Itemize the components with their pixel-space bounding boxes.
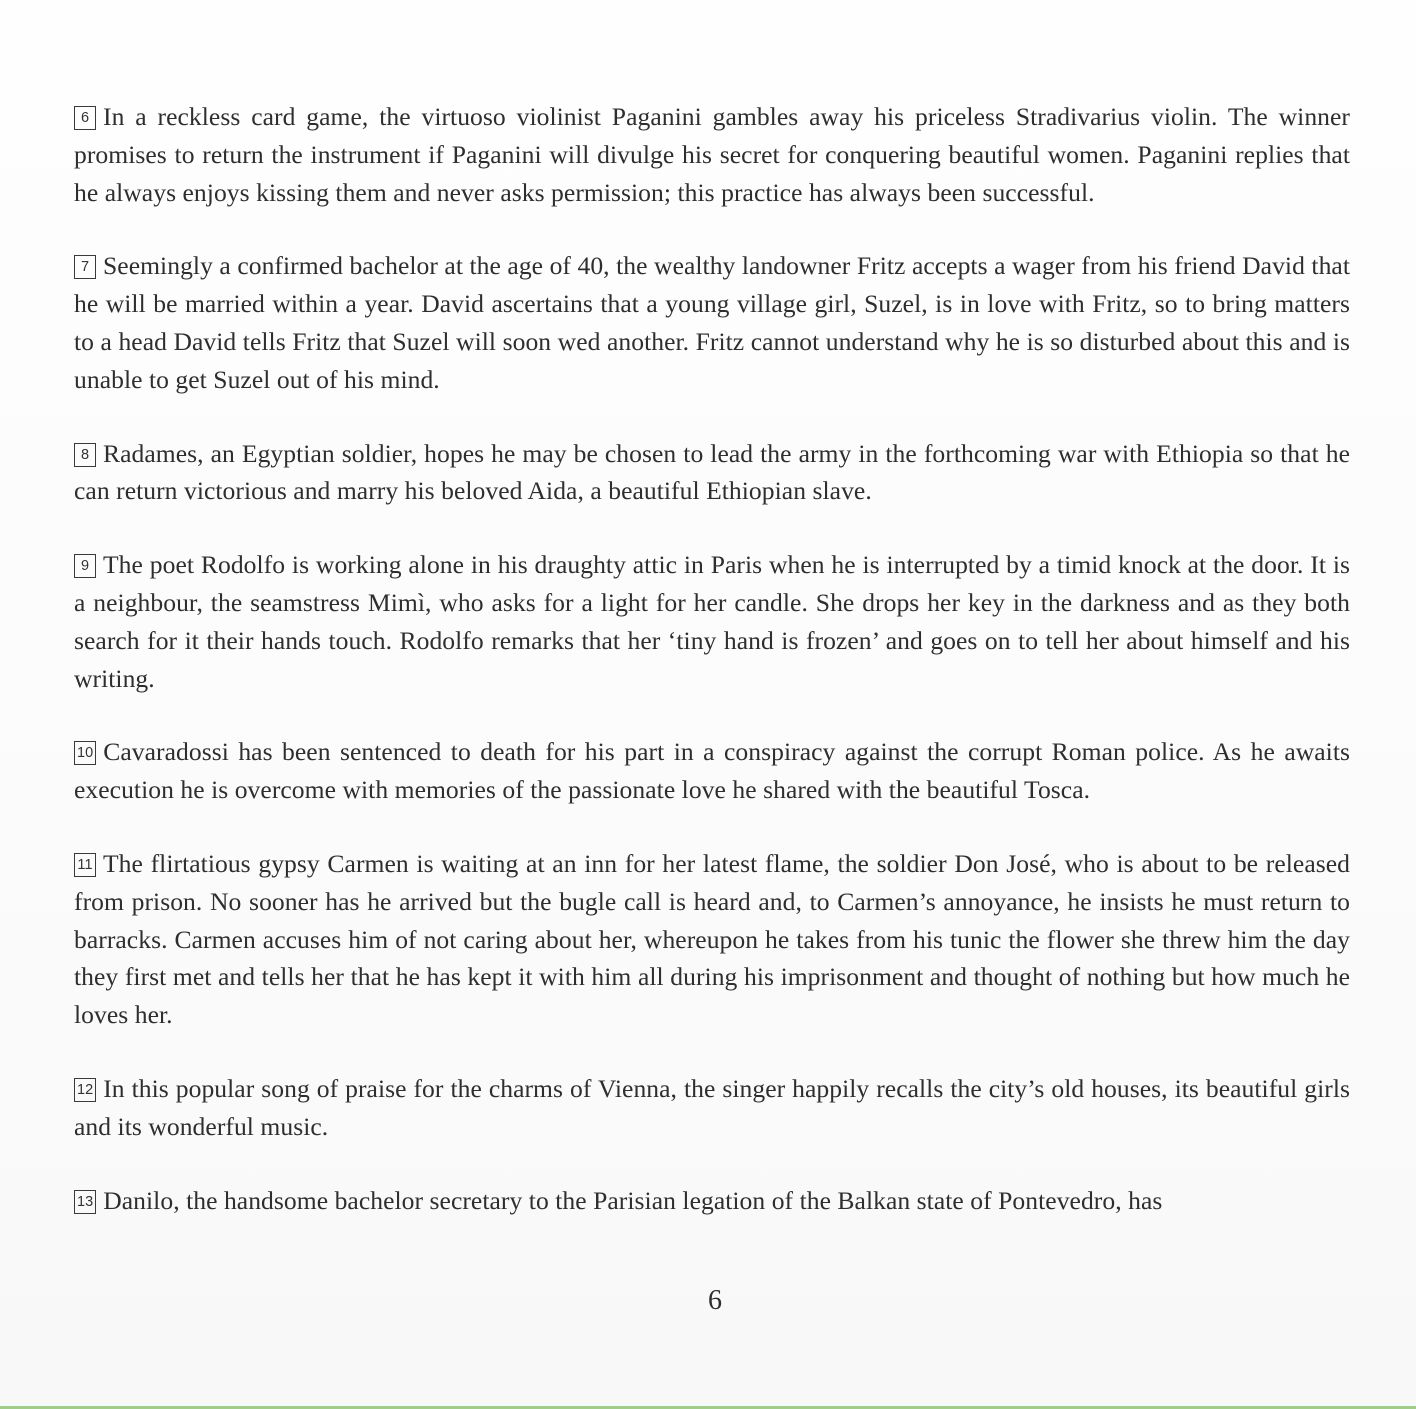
track-note — [74, 733, 1350, 809]
track-note-text: Seemingly a confirmed bachelor at the age of 40, the wealthy landowner Fritz accepts a wager from his friend David that he will be married within a year. David ascertains that a young village girl, Suzel, is in love with Fritz, so to bring matters to a head David tells Fritz that Suzel will soon wed another. Fritz cannot understand why he is so disturbed about this and is unable to get Suzel out of his mind. — [74, 251, 1350, 394]
track-note — [74, 1070, 1350, 1146]
track-note-text: Danilo, the handsome bachelor secretary to the Parisian legation of the Balkan state of Pontevedro, has — [103, 1185, 1163, 1215]
track-note-text: In a reckless card game, the virtuoso violinist Paganini gambles away his priceless Stradivarius violin. The winner promises to return the instrument if Paganini will divulge his secret for conquering beautiful women. Paganini replies that he always enjoys kissing them and never asks permission; this practice has always been successful. — [74, 102, 1350, 207]
track-number-box: 7 — [74, 255, 96, 279]
track-note — [74, 546, 1350, 697]
track-note-text: In this popular song of praise for the charms of Vienna, the singer happily recalls the city’s old houses, its beautiful girls and its wonderful music. — [74, 1073, 1350, 1141]
track-number-box: 6 — [74, 106, 96, 130]
track-note — [74, 435, 1350, 511]
track-number-box: 12 — [74, 1078, 96, 1102]
page-number: 6 — [708, 1285, 722, 1316]
track-notes — [74, 98, 1350, 1255]
track-note — [74, 845, 1350, 1034]
track-number-box: 9 — [74, 554, 96, 578]
track-note — [74, 247, 1350, 398]
track-number-box: 8 — [74, 443, 96, 467]
track-note-text: The poet Rodolfo is working alone in his draughty attic in Paris when he is interrupted by a timid knock at the door. It is a neighbour, the seamstress Mimì, who asks for a light for her candle. She drops her key in the darkness and as they both search for it their hands touch. Rodolfo remarks that her ‘tiny hand is frozen’ and goes on to tell her about himself and his writing. — [74, 550, 1350, 693]
track-note-text: Cavaradossi has been sentenced to death for his part in a conspiracy against the corrupt Roman police. As he awaits execution he is overcome with memories of the passionate love he shared with the beautiful Tosca. — [74, 737, 1350, 805]
track-note — [74, 1182, 1350, 1220]
track-note — [74, 98, 1350, 211]
track-note-text: Radames, an Egyptian soldier, hopes he may be chosen to lead the army in the forthcoming war with Ethiopia so that he can return victorious and marry his beloved Aida, a beautiful Ethiopian slave. — [74, 438, 1350, 506]
track-number-box: 11 — [74, 853, 96, 877]
track-number-box: 13 — [74, 1190, 96, 1214]
track-note-text: The flirtatious gypsy Carmen is waiting at an inn for her latest flame, the soldier Don José, who is about to be released from prison. No sooner has he arrived but the bugle call is heard and, to Carmen’s annoyance, he insists he must return to barracks. Carmen accuses him of not caring about her, whereupon he takes from his tunic the flower she threw him the day they first met and tells her that he has kept it with him all during his imprisonment and thought of nothing but how much he loves her. — [74, 848, 1350, 1030]
track-number-box: 10 — [74, 741, 96, 765]
